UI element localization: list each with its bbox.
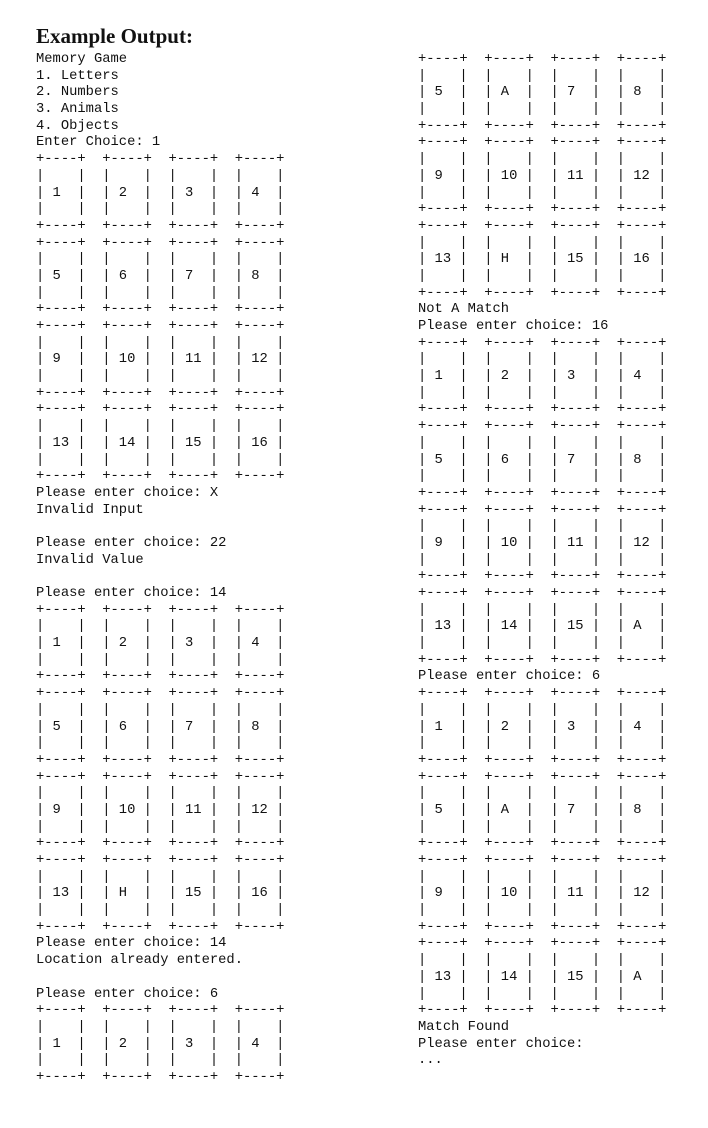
console-left-line-1: Memory Game [36, 52, 128, 67]
console-right-line-39: +----+ +----+ +----+ +----+ [418, 686, 667, 702]
console-left-line-17: +----+ +----+ +----+ +----+ [36, 319, 285, 334]
console-right-line-22: +----+ +----+ +----+ +----+ [418, 402, 667, 418]
console-left-line-20: | | | | | | | | [36, 369, 285, 385]
console-right-line-52: | | | | | | | | [418, 903, 667, 919]
console-right-line-36: | | | | | | | | [418, 636, 667, 652]
console-left-line-56 [36, 970, 284, 987]
console-right-line-32: +----+ +----+ +----+ +----+ [418, 569, 667, 585]
console-right-line-34: | | | | | | | | [418, 602, 667, 618]
console-left-line-13: | | | | | | | | [36, 252, 285, 268]
console-left-line-37: | | | | | | | | [36, 652, 285, 668]
console-right-line-51: | 9 | | 10 | | 11 | | 12 | [418, 886, 667, 902]
console-right-line-54: +----+ +----+ +----+ +----+ [418, 936, 667, 952]
console-right-line-40: | | | | | | | | [418, 702, 667, 718]
console-left-line-21: +----+ +----+ +----+ +----+ [36, 385, 285, 401]
console-left-line-3: 2. Numbers [36, 85, 119, 101]
console-left-line-59: | | | | | | | | [36, 1019, 285, 1035]
console-right-line-31: | | | | | | | | [418, 552, 667, 568]
console-left-line-7: +----+ +----+ +----+ +----+ [36, 152, 285, 168]
console-left-line-25: | | | | | | | | [36, 452, 285, 468]
console-right-line-37: +----+ +----+ +----+ +----+ [418, 652, 667, 668]
console-right-line-24: | | | | | | | | [418, 435, 667, 451]
console-right-line-10: +----+ +----+ +----+ +----+ [418, 202, 667, 218]
console-right-line-21: | | | | | | | | [418, 385, 667, 401]
console-left-line-2: 1. Letters [36, 68, 119, 84]
console-right-line-38: Please enter choice: 6 [418, 669, 601, 685]
console-left-line-22: +----+ +----+ +----+ +----+ [36, 402, 285, 418]
console-left-line-31: Invalid Value [36, 552, 144, 568]
console-left-line-48: +----+ +----+ +----+ +----+ [36, 836, 285, 852]
console-left-line-57: Please enter choice: 6 [36, 986, 219, 1002]
console-left-line-51: | 13 | | H | | 15 | | 16 | [36, 886, 285, 902]
console-right-line-2: | | | | | | | | [418, 68, 667, 84]
console-right-line-25: | 5 | | 6 | | 7 | | 8 | [418, 452, 667, 468]
console-right-line-1: +----+ +----+ +----+ +----+ [418, 52, 667, 67]
console-left-line-29 [36, 519, 284, 536]
console-left-line-12: +----+ +----+ +----+ +----+ [36, 235, 285, 251]
console-left-line-40: | | | | | | | | [36, 702, 285, 718]
console-right-line-61: ... [418, 1053, 443, 1069]
console-right-line-59: Match Found [418, 1019, 510, 1035]
console-left-line-43: +----+ +----+ +----+ +----+ [36, 752, 285, 768]
console-left-line-45: | | | | | | | | [36, 786, 285, 802]
console-right-line-56: | 13 | | 14 | | 15 | | A | [418, 969, 667, 985]
console-left-line-32 [36, 569, 284, 586]
console-right-line-26: | | | | | | | | [418, 469, 667, 485]
console-left-line-52: | | | | | | | | [36, 903, 285, 919]
console-left-line-44: +----+ +----+ +----+ +----+ [36, 769, 285, 785]
console-right-line-19: | | | | | | | | [418, 352, 667, 368]
console-right-line-48: +----+ +----+ +----+ +----+ [418, 836, 667, 852]
console-left-line-61: | | | | | | | | [36, 1053, 285, 1069]
console-left-line-30: Please enter choice: 22 [36, 535, 227, 551]
console-left-line-19: | 9 | | 10 | | 11 | | 12 | [36, 352, 285, 368]
console-right-line-6: +----+ +----+ +----+ +----+ [418, 135, 667, 151]
console-right-line-9: | | | | | | | | [418, 185, 667, 201]
console-left-line-38: +----+ +----+ +----+ +----+ [36, 669, 285, 685]
console-left-line-60: | 1 | | 2 | | 3 | | 4 | [36, 1036, 285, 1052]
console-left-line-10: | | | | | | | | [36, 202, 285, 218]
console-left-line-39: +----+ +----+ +----+ +----+ [36, 686, 285, 702]
console-left-line-16: +----+ +----+ +----+ +----+ [36, 302, 285, 318]
console-right-line-18: +----+ +----+ +----+ +----+ [418, 335, 667, 351]
console-left-line-55: Location already entered. [36, 953, 243, 969]
console-right-line-23: +----+ +----+ +----+ +----+ [418, 419, 667, 435]
console-left-line-50: | | | | | | | | [36, 869, 285, 885]
console-left-line-9: | 1 | | 2 | | 3 | | 4 | [36, 185, 285, 201]
console-left-line-46: | 9 | | 10 | | 11 | | 12 | [36, 802, 285, 818]
console-left-line-27: Please enter choice: X [36, 485, 219, 501]
console-right-line-46: | 5 | | A | | 7 | | 8 | [418, 802, 667, 818]
console-left-line-47: | | | | | | | | [36, 819, 285, 835]
console-right-line-3: | 5 | | A | | 7 | | 8 | [418, 85, 667, 101]
console-right-line-29: | | | | | | | | [418, 519, 667, 535]
console-left-line-58: +----+ +----+ +----+ +----+ [36, 1003, 285, 1019]
console-left-line-23: | | | | | | | | [36, 419, 285, 435]
console-right-line-27: +----+ +----+ +----+ +----+ [418, 485, 667, 501]
console-right-line-49: +----+ +----+ +----+ +----+ [418, 853, 667, 868]
console-right-line-20: | 1 | | 2 | | 3 | | 4 | [418, 369, 667, 385]
console-right-line-60: Please enter choice: [418, 1036, 584, 1052]
console-right-line-28: +----+ +----+ +----+ +----+ [418, 502, 667, 518]
console-right-line-11: +----+ +----+ +----+ +----+ [418, 218, 667, 234]
console-output-left-column [36, 52, 284, 1087]
console-right-line-47: | | | | | | | | [418, 819, 667, 835]
console-left-line-28: Invalid Input [36, 502, 144, 518]
console-left-line-33: Please enter choice: 14 [36, 586, 227, 601]
console-left-line-62: +----+ +----+ +----+ +----+ [36, 1069, 285, 1085]
console-left-line-42: | | | | | | | | [36, 736, 285, 752]
console-right-line-35: | 13 | | 14 | | 15 | | A | [418, 619, 667, 635]
console-output-right-column [418, 52, 666, 1070]
console-left-line-54: Please enter choice: 14 [36, 936, 227, 952]
console-right-line-44: +----+ +----+ +----+ +----+ [418, 769, 667, 785]
console-left-line-15: | | | | | | | | [36, 285, 285, 301]
console-right-line-55: | | | | | | | | [418, 953, 667, 969]
console-left-line-14: | 5 | | 6 | | 7 | | 8 | [36, 268, 285, 284]
console-left-line-6: Enter Choice: 1 [36, 135, 161, 151]
console-right-line-45: | | | | | | | | [418, 786, 667, 802]
console-right-line-57: | | | | | | | | [418, 986, 667, 1002]
console-left-line-49: +----+ +----+ +----+ +----+ [36, 853, 285, 868]
console-right-line-15: +----+ +----+ +----+ +----+ [418, 285, 667, 301]
console-left-line-5: 4. Objects [36, 118, 119, 134]
console-left-line-4: 3. Animals [36, 102, 119, 118]
console-left-line-34: +----+ +----+ +----+ +----+ [36, 602, 285, 618]
console-right-line-17: Please enter choice: 16 [418, 319, 609, 334]
console-right-line-53: +----+ +----+ +----+ +----+ [418, 919, 667, 935]
console-right-line-16: Not A Match [418, 302, 510, 318]
console-right-line-42: | | | | | | | | [418, 736, 667, 752]
console-right-line-33: +----+ +----+ +----+ +----+ [418, 586, 667, 601]
console-right-line-43: +----+ +----+ +----+ +----+ [418, 752, 667, 768]
console-left-line-11: +----+ +----+ +----+ +----+ [36, 218, 285, 234]
console-left-line-35: | | | | | | | | [36, 619, 285, 635]
console-left-line-8: | | | | | | | | [36, 168, 285, 184]
console-left-line-53: +----+ +----+ +----+ +----+ [36, 919, 285, 935]
console-right-line-30: | 9 | | 10 | | 11 | | 12 | [418, 535, 667, 551]
console-right-line-50: | | | | | | | | [418, 869, 667, 885]
console-left-line-26: +----+ +----+ +----+ +----+ [36, 469, 285, 485]
console-left-line-36: | 1 | | 2 | | 3 | | 4 | [36, 636, 285, 652]
console-left-line-24: | 13 | | 14 | | 15 | | 16 | [36, 435, 285, 451]
console-right-line-5: +----+ +----+ +----+ +----+ [418, 118, 667, 134]
console-right-line-58: +----+ +----+ +----+ +----+ [418, 1003, 667, 1019]
console-right-line-12: | | | | | | | | [418, 235, 667, 251]
page-heading: Example Output: [36, 24, 193, 48]
console-right-line-8: | 9 | | 10 | | 11 | | 12 | [418, 168, 667, 184]
console-right-line-13: | 13 | | H | | 15 | | 16 | [418, 252, 667, 268]
console-right-line-4: | | | | | | | | [418, 102, 667, 118]
console-right-line-41: | 1 | | 2 | | 3 | | 4 | [418, 719, 667, 735]
console-right-line-7: | | | | | | | | [418, 152, 667, 168]
console-right-line-14: | | | | | | | | [418, 268, 667, 284]
console-left-line-18: | | | | | | | | [36, 335, 285, 351]
console-left-line-41: | 5 | | 6 | | 7 | | 8 | [36, 719, 285, 735]
